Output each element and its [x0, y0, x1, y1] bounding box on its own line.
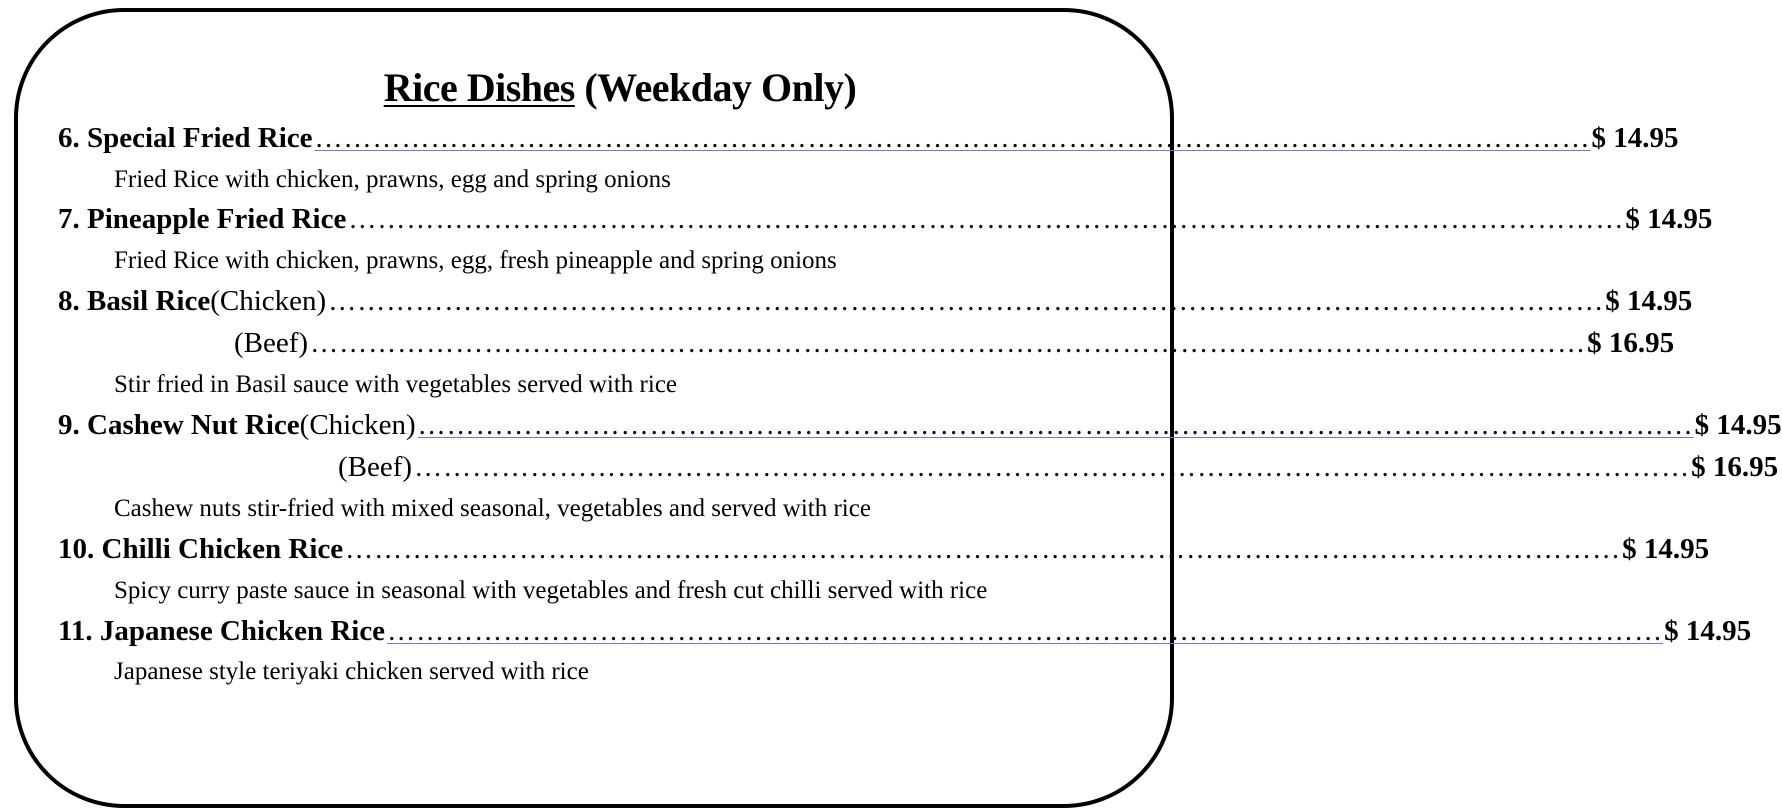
menu-title-underlined: Rice Dishes — [383, 65, 575, 110]
menu-item-7 — [58, 199, 1713, 239]
item-price: $ 16.95 — [1587, 327, 1675, 359]
dot-leader: …………………………………………………………………………………………………………………… — [414, 452, 1691, 483]
item-description: Spicy curry paste sauce in seasonal with vegetables and fresh cut chilli served with rice — [114, 577, 988, 604]
dot-leader: …………………………………………………………………………………………………………………… — [345, 534, 1622, 565]
item-price: $ 14.95 — [1605, 285, 1693, 317]
item-description: Japanese style teriyaki chicken served with rice — [114, 658, 589, 685]
menu-title-rest: (Weekday Only) — [574, 65, 857, 110]
item-price: $ 14.95 — [1591, 122, 1679, 154]
dot-leader: …………………………………………………………………………………………………………………… — [387, 616, 1664, 647]
item-name: 10. Chilli Chicken Rice — [58, 533, 344, 565]
item-description: Fried Rice with chicken, prawns, egg and spring onions — [114, 166, 671, 193]
item-price: $ 14.95 — [1664, 615, 1752, 647]
dot-leader: …………………………………………………………………………………………………………………… — [314, 123, 1591, 154]
menu-item-9 — [58, 405, 1782, 445]
item-variant: (Beef) — [338, 451, 413, 483]
item-name: 6. Special Fried Rice — [58, 122, 313, 154]
item-price: $ 14.95 — [1694, 409, 1782, 441]
menu-title — [0, 64, 1240, 111]
dot-leader: …………………………………………………………………………………………………………………… — [310, 328, 1587, 359]
dot-leader: …………………………………………………………………………………………………………………… — [348, 204, 1625, 235]
menu-item-8-beef — [234, 323, 1675, 363]
item-price: $ 14.95 — [1622, 533, 1710, 565]
item-name: 11. Japanese Chicken Rice — [58, 615, 386, 647]
dot-leader: …………………………………………………………………………………………………………………… — [417, 410, 1694, 441]
item-name: 8. Basil Rice — [58, 285, 211, 317]
item-description: Stir fried in Basil sauce with vegetables served with rice — [114, 371, 678, 398]
item-description: Cashew nuts stir-fried with mixed seasonal, vegetables and served with rice — [114, 495, 871, 522]
item-variant: (Beef) — [234, 327, 309, 359]
menu-item-8 — [58, 281, 1693, 321]
menu-item-11 — [58, 611, 1752, 651]
item-price: $ 14.95 — [1625, 203, 1713, 235]
dot-leader: …………………………………………………………………………………………………………………… — [328, 286, 1605, 317]
item-variant: (Chicken) — [299, 409, 416, 441]
item-name: 7. Pineapple Fried Rice — [58, 203, 347, 235]
menu-item-9-beef — [338, 447, 1779, 487]
item-description: Fried Rice with chicken, prawns, egg, fresh pineapple and spring onions — [114, 247, 837, 274]
menu-item-6 — [58, 118, 1679, 158]
item-variant: (Chicken) — [210, 285, 327, 317]
menu-item-10 — [58, 529, 1710, 569]
item-price: $ 16.95 — [1691, 451, 1779, 483]
item-name: 9. Cashew Nut Rice — [58, 409, 300, 441]
